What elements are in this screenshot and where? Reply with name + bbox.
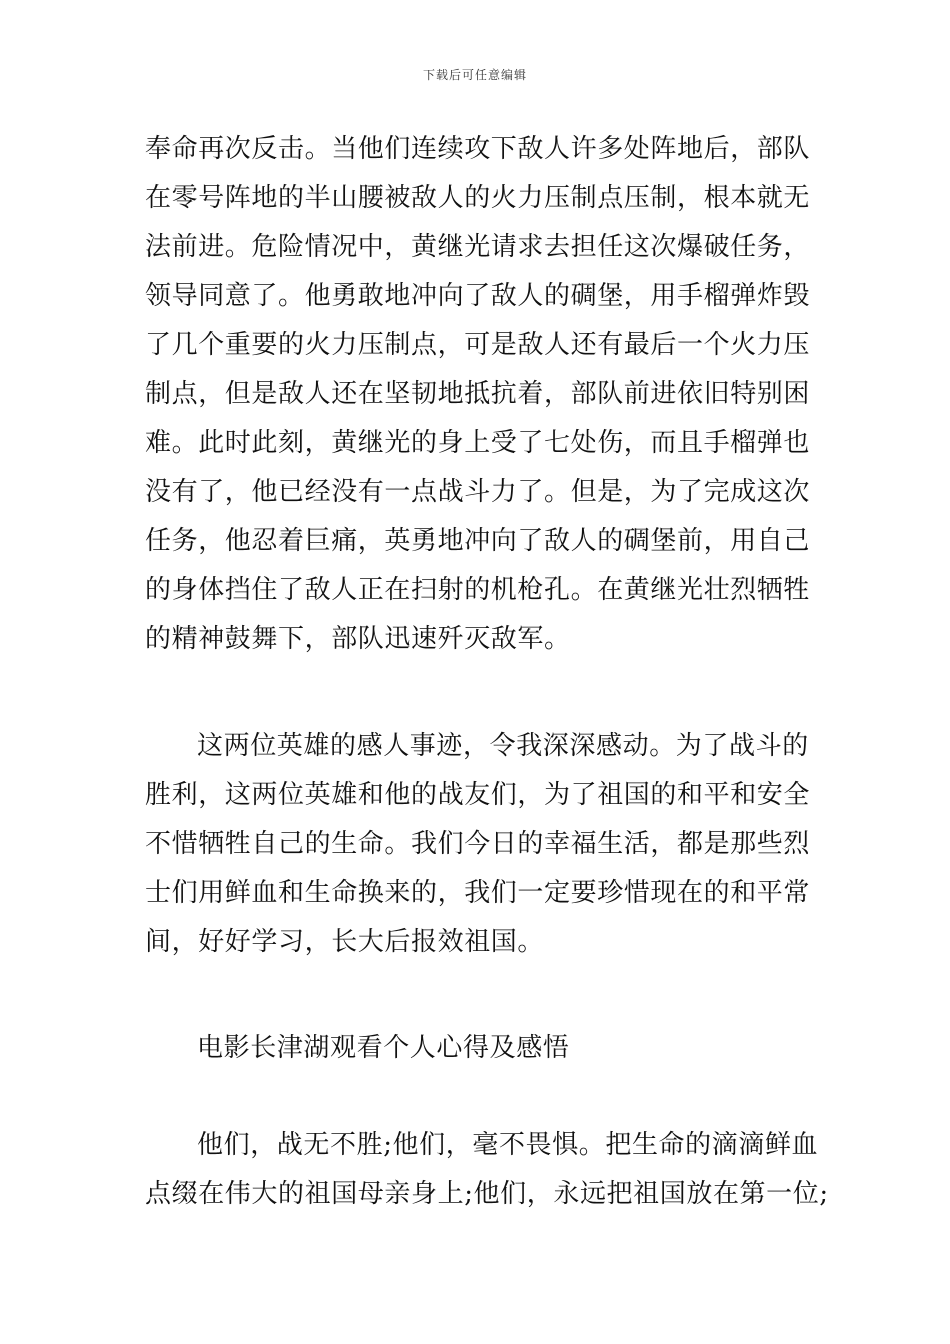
text-line: 制点，但是敌人还在坚韧地抵抗着，部队前进依旧特别困 xyxy=(145,379,811,409)
text-line: 任务，他忍着巨痛，英勇地冲向了敌人的碉堡前，用自己 xyxy=(145,526,811,556)
text-line: 难。此时此刻，黄继光的身上受了七处伤，而且手榴弹也 xyxy=(145,428,811,458)
text-line: 了几个重要的火力压制点，可是敌人还有最后一个火力压 xyxy=(145,330,811,360)
text-line: 间，好好学习，长大后报效祖国。 xyxy=(145,927,545,957)
text-line: 这两位英雄的感人事迹，令我深深感动。为了战斗的 xyxy=(197,731,809,761)
text-line: 法前进。危险情况中，黄继光请求去担任这次爆破任务， xyxy=(145,232,811,262)
text-line: 的精神鼓舞下，部队迅速歼灭敌军。 xyxy=(145,624,571,654)
text-line: 他们，战无不胜;他们，毫不畏惧。把生命的滴滴鲜血 xyxy=(197,1130,819,1160)
section-title-text: 电影长津湖观看个人心得及感悟 xyxy=(197,1033,570,1063)
text-line: 胜利，这两位英雄和他的战友们，为了祖国的和平和安全 xyxy=(145,780,811,810)
text-line: 不惜牺牲自己的生命。我们今日的幸福生活，都是那些烈 xyxy=(145,829,811,859)
text-line: 士们用鲜血和生命换来的，我们一定要珍惜现在的和平常 xyxy=(145,878,811,908)
text-line: 在零号阵地的半山腰被敌人的火力压制点压制，根本就无 xyxy=(145,183,811,213)
paragraph-2 xyxy=(145,722,810,967)
header-note: 下载后可任意编辑 xyxy=(422,68,527,82)
paragraph-1 xyxy=(145,125,810,664)
paragraph-4 xyxy=(145,1121,829,1219)
text-line: 点缀在伟大的祖国母亲身上;他们，永远把祖国放在第一位; xyxy=(145,1179,829,1209)
section-title xyxy=(145,1024,810,1073)
text-line: 的身体挡住了敌人正在扫射的机枪孔。在黄继光壮烈牺牲 xyxy=(145,575,811,605)
text-line: 没有了，他已经没有一点战斗力了。但是，为了完成这次 xyxy=(145,477,811,507)
text-line: 奉命再次反击。当他们连续攻下敌人许多处阵地后，部队 xyxy=(145,134,811,164)
text-line: 领导同意了。他勇敢地冲向了敌人的碉堡，用手榴弹炸毁 xyxy=(145,281,811,311)
